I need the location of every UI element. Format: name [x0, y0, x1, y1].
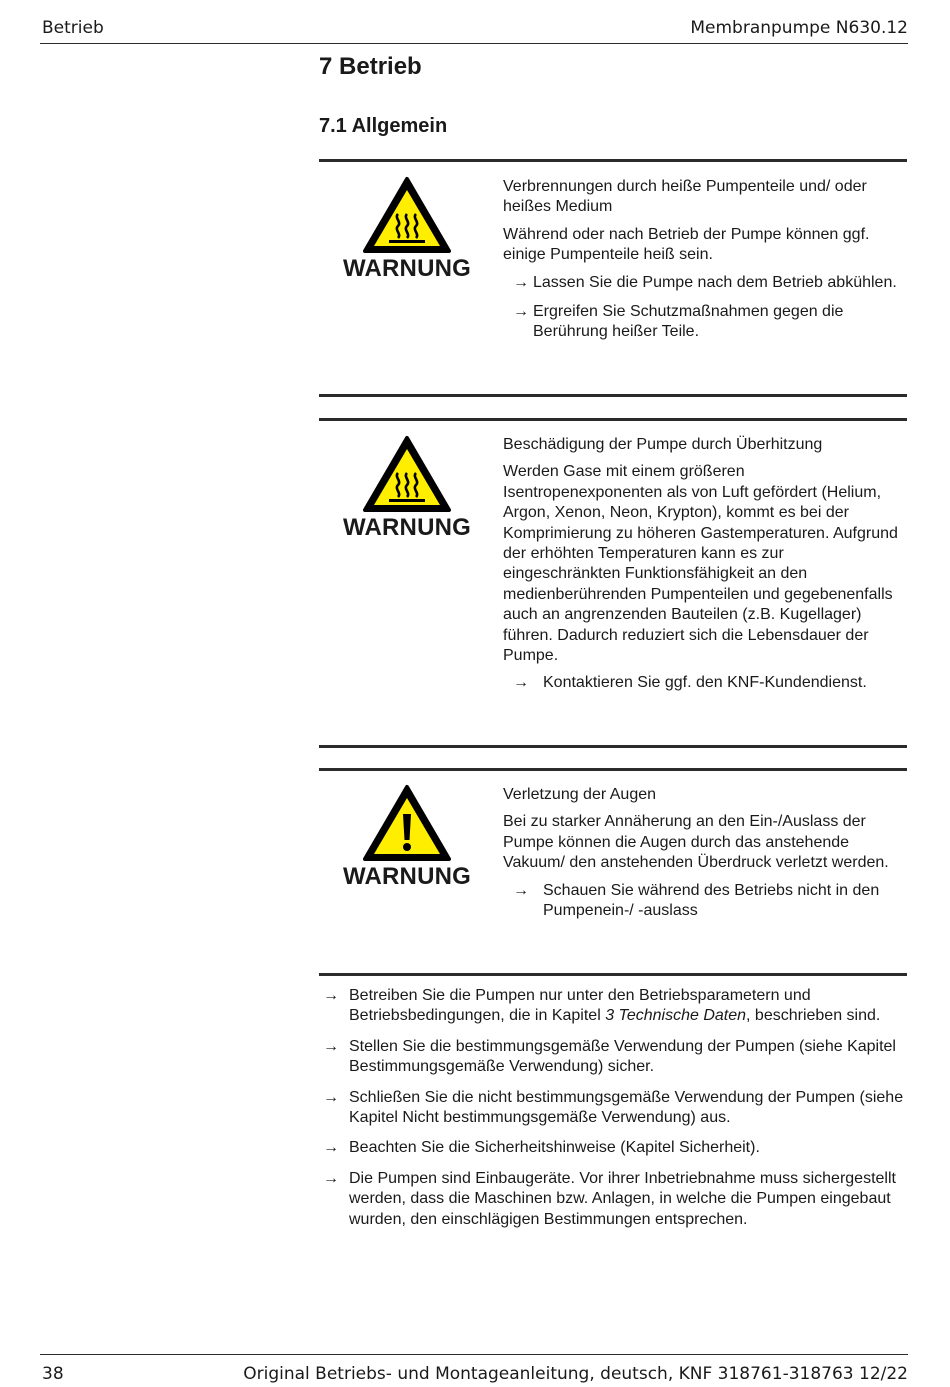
warning-action-text: Ergreifen Sie Schutzmaßnahmen gegen die Berührung heißer Teile. — [533, 303, 844, 341]
header-rule — [40, 43, 908, 44]
arrow-right-icon: → — [513, 273, 529, 291]
header-section: Betrieb — [42, 18, 104, 38]
instruction-item — [319, 986, 907, 1027]
warning-action — [503, 881, 903, 922]
warning-heading: Verletzung der Augen — [503, 786, 657, 803]
instruction-list — [319, 986, 907, 1240]
warning-sign — [341, 176, 473, 283]
warning-box-burns — [319, 159, 907, 397]
instruction-text: Die Pumpen sind Einbaugeräte. Vor ihrer Inbetriebnahme muss sichergestellt werden, dass die Maschinen bzw. Anlagen, in welche die Pumpen eingebaut wurden, den einschlägigen Bestimmungen entsprechen. — [349, 1169, 896, 1228]
arrow-right-icon: → — [513, 881, 529, 899]
warning-heading: Verbrennungen durch heiße Pumpenteile und/ oder heißes Medium — [503, 178, 867, 216]
warning-bottom-rule — [319, 394, 907, 397]
arrow-right-icon: → — [323, 1037, 339, 1055]
instruction-item — [319, 1169, 907, 1230]
warning-top-rule — [319, 768, 907, 771]
warning-bottom-rule — [319, 973, 907, 976]
instruction-item — [319, 1138, 907, 1158]
instruction-text: Betreiben Sie die Pumpen nur unter den Betriebsparametern und Betriebsbedingungen, die in Kapitel — [349, 987, 811, 1025]
warning-action-text: Lassen Sie die Pumpe nach dem Betrieb abkühlen. — [533, 273, 897, 291]
footer-document: Original Betriebs- und Montageanleitung, deutsch, KNF 318761-318763 12/22 — [243, 1364, 908, 1384]
arrow-right-icon: → — [513, 303, 529, 321]
warning-signal-word: WARNUNG — [342, 514, 472, 541]
warning-top-rule — [319, 418, 907, 421]
warning-body: Bei zu starker Annäherung an den Ein-/Auslass der Pumpe können die Augen durch das anstehende Vakuum/ den anstehenden Überdruck verletzt werden. — [503, 813, 889, 872]
hot-surface-icon — [362, 176, 452, 254]
warning-heading: Beschädigung der Pumpe durch Überhitzung — [503, 436, 823, 453]
warning-signal-word: WARNUNG — [342, 255, 472, 282]
footer-rule — [40, 1354, 908, 1355]
warning-body: Während oder nach Betrieb der Pumpe können ggf. einige Pumpenteile heiß sein. — [503, 225, 870, 264]
arrow-right-icon: → — [323, 987, 339, 1004]
instruction-item — [319, 1088, 907, 1129]
chapter-title: 7 Betrieb — [319, 53, 422, 80]
warning-action — [503, 673, 903, 693]
warning-signal-word: WARNUNG — [342, 863, 472, 890]
instruction-item — [319, 1037, 907, 1078]
instruction-text: Beachten Sie die Sicherheitshinweise (Kapitel Sicherheit). — [349, 1139, 760, 1157]
warning-box-eyes — [319, 768, 907, 976]
page-number: 38 — [42, 1364, 64, 1384]
warning-action-text: Kontaktieren Sie ggf. den KNF-Kundendienst. — [543, 674, 867, 692]
arrow-right-icon: → — [323, 1169, 339, 1187]
warning-sign — [341, 435, 473, 542]
warning-sign — [341, 784, 473, 891]
chapter-reference: 3 Technische Daten — [605, 1007, 747, 1025]
warning-bottom-rule — [319, 745, 907, 748]
warning-top-rule — [319, 159, 907, 162]
warning-box-overheating — [319, 418, 907, 748]
section-title: 7.1 Allgemein — [319, 115, 448, 137]
arrow-right-icon: → — [323, 1088, 339, 1106]
instruction-text: Stellen Sie die bestimmungsgemäße Verwendung der Pumpen (siehe Kapitel Bestimmungsgemäße Verwendung) sicher. — [349, 1037, 896, 1076]
warning-action — [503, 302, 903, 343]
instruction-text-end: , beschrieben sind. — [746, 1007, 881, 1025]
exclamation-warning-icon — [362, 784, 452, 862]
instruction-text: Schließen Sie die nicht bestimmungsgemäße Verwendung der Pumpen (siehe Kapitel Nicht bestimmungsgemäße Verwendung) aus. — [349, 1088, 904, 1127]
warning-action-text: Schauen Sie während des Betriebs nicht in den Pumpenein-/ -auslass — [543, 881, 880, 920]
arrow-right-icon: → — [513, 674, 529, 692]
warning-body: Werden Gase mit einem größeren Isentropenexponenten als von Luft gefördert (Helium, Argon, Xenon, Neon, Krypton), kommt es bei der Komprimierung zu höheren Gastemperaturen. Aufgrund der erhöhten Temperaturen kann es zur eingeschränkten Funktionsfähigkeit an den medienberührenden Pumpenteilen und gegebenenfalls auch an angrenzenden Bauteilen (z.B. Kugellager) führen. Dadurch reduziert sich die Lebensdauer der Pumpe. — [503, 463, 898, 665]
warning-action — [503, 273, 903, 293]
arrow-right-icon: → — [323, 1139, 339, 1157]
header-product: Membranpumpe N630.12 — [690, 18, 908, 38]
hot-surface-icon — [362, 435, 452, 513]
